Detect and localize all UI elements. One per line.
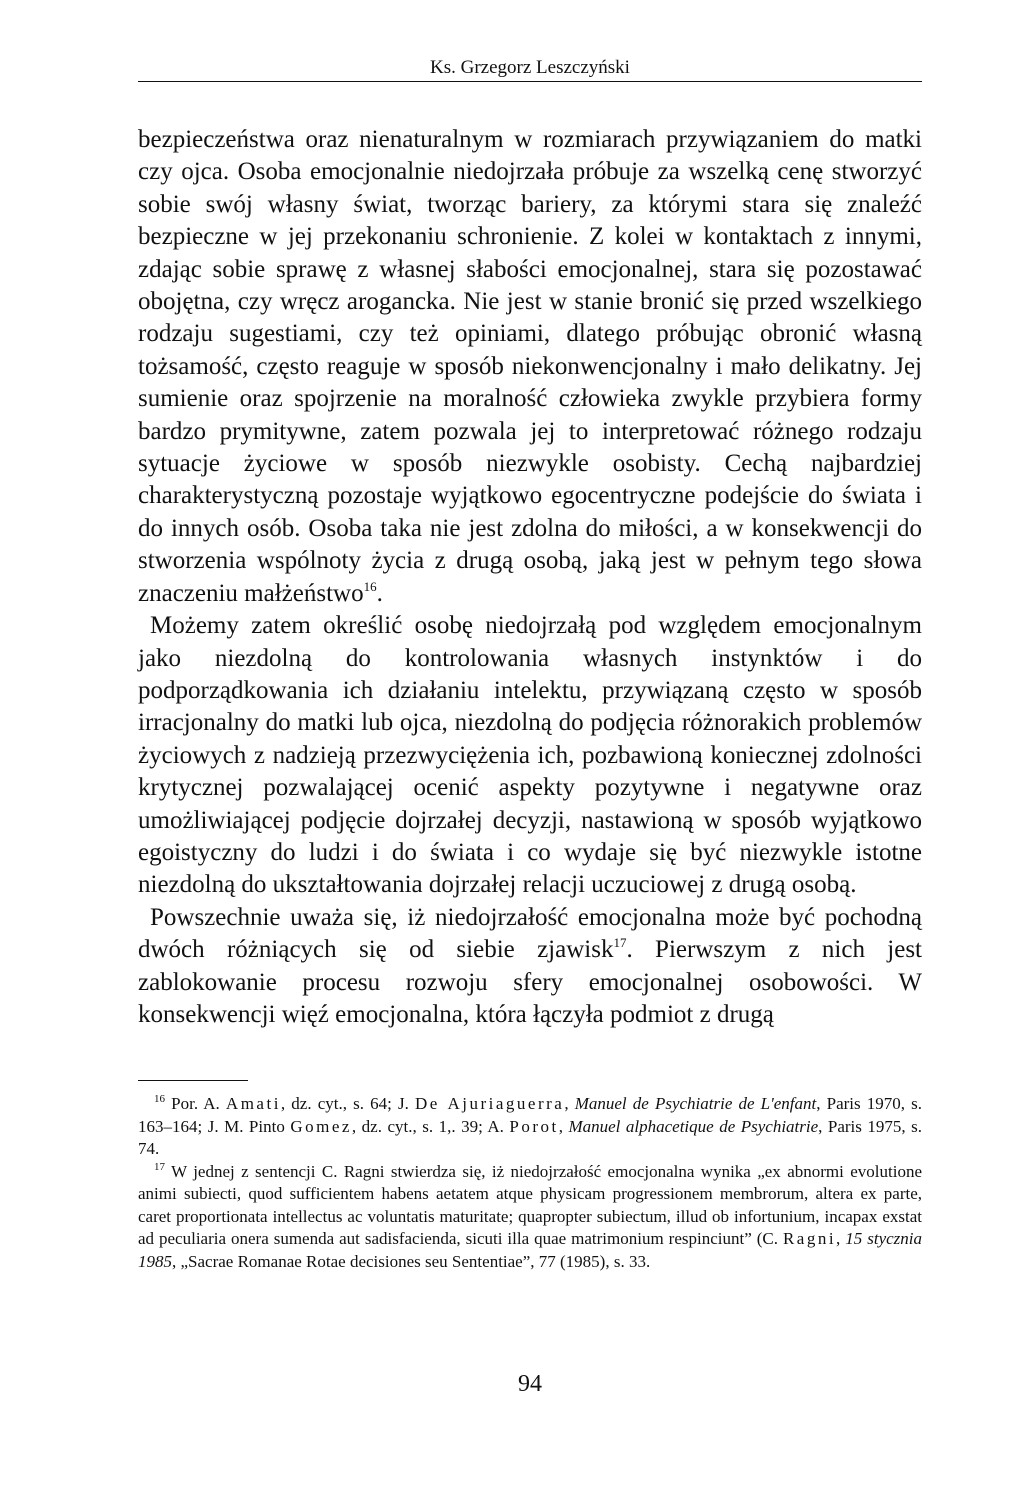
author-de-ajuriaguerra: De Ajuriaguerra [414,1094,565,1113]
author-ragni: Ragni [782,1229,837,1248]
footnotes [138,1093,922,1273]
footnote-16-text: , dz. cyt., s. 64; J. [280,1094,415,1113]
footnote-rule [138,1080,248,1081]
footnote-16-text: , [564,1094,575,1113]
paragraph-1-text: bezpieczeństwa oraz nienaturalnym w rozmiarach przywiązaniem do matki czy ojca. Osoba emocjonalnie niedojrzała próbuje za wszelką cenę stworzyć sobie swój własny świat, tworząc bariery, za którymi stara się znaleźć bezpieczne w jej przekonaniu schronienie. Z kolei w kontaktach z innymi, zdając sobie sprawę z własnej słabości emocjonalnej, stara się pozostawać obojętna, czy wręcz arogancka. Nie jest w stanie bronić się przed wszelkiego rodzaju sugestiami, czy też opiniami, dlatego próbując obronić własną tożsamość, często reaguje w sposób niekonwencjonalny i mało delikatny. Jej sumienie oraz spojrzenie na moralność człowieka zwykle przybiera formy bardzo prymitywne, zatem pozwala jej to interpretować różnego rodzaju sytuacje życiowe w sposób niezwykle osobisty. Cechą najbardziej charakterystyczną pozostaje wyjątkowo egocentryczne podejście do świata i do innych osób. Osoba taka nie jest zdolna do miłości, a w konsekwencji do stworzenia wspólnoty życia z drugą osobą, jaką jest w pełnym tego słowa znaczeniu małżeństwo [138,126,922,607]
main-text [138,124,922,1031]
header-rule [138,81,922,82]
footnote-16-text: , Paris 1970, s. 163–164; J. M. Pinto [138,1094,923,1136]
footnote-ref-17[interactable]: 17 [613,935,627,951]
footnote-16 [138,1093,922,1161]
decision-date: 15 stycznia 1985 [138,1229,922,1271]
footnote-16-number: 16 [154,1093,165,1105]
book-title: Manuel alphacetique de Psychiatrie [568,1116,819,1136]
footnote-16-text: , [558,1116,569,1136]
author-gomez: Gomez [290,1116,352,1136]
footnote-17-text: , [836,1229,846,1248]
footnote-17-text: W jednej z sentencji C. Ragni stwierdza się, iż niedojrzałość emocjonalna wynika „ex abnormi evolutione animi subiecti, quod sufficientem habens aetatem atque physicam progressionem membrorum, altera ex parte, caret proportionata intellectus ac voluntatis maturitate; quapropter subiectum, illud ob infortunium, incapax exstat ad peculiaria onera sumenda aut sadisfacienda, sicuti illa quae matrimonium respinciunt” (C. [138,1161,922,1248]
author-porot: Porot [509,1116,559,1136]
footnote-16-text: Por. A. [171,1094,226,1113]
page-number: 94 [518,1371,542,1397]
paragraph-3 [138,902,922,1032]
running-head: Ks. Grzegorz Leszczyński [430,57,630,78]
footnote-17-text: , „Sacrae Romanae Rotae decisiones seu Sententiae”, 77 (1985), s. 33. [172,1251,651,1271]
paragraph-1 [138,124,922,610]
footnote-16-text: , Paris 1975, s. 74. [138,1116,923,1158]
footnote-17-number: 17 [154,1160,165,1173]
book-title: Manuel de Psychiatrie de L'enfant [574,1094,817,1113]
paragraph-3-text: Powszechnie uważa się, iż niedojrzałość emocjonalna może być pochodną dwóch różniących się od siebie zjawisk [138,903,922,964]
footnote-16-text: , dz. cyt., s. 1,. 39; A. [351,1116,510,1136]
footnote-17 [138,1161,922,1274]
paragraph-1-end: . [376,579,383,607]
paragraph-2: Możemy zatem określić osobę niedojrzałą pod względem emocjonalnym jako niezdolną do kontrolowania własnych instynktów i do podporządkowania ich działaniu intelektu, przywiązaną często w sposób irracjonalny do matki lub ojca, niezdolną do podjęcia różnorakich problemów życiowych z nadzieją przezwyciężenia ich, pozbawioną koniecznej zdolności krytycznej pozwalającej ocenić aspekty pozytywne i negatywne oraz umożliwiającej podjęcie dojrzałej decyzji, nastawioną w sposób wyjątkowo egoistyczny do ludzi i do świata i co wydaje się być niezwykle istotne niezdolną do ukształtowania dojrzałej relacji uczuciowej z drugą osobą. [138,612,922,899]
author-amati: Amati [225,1094,281,1113]
footnote-ref-16[interactable]: 16 [363,578,377,594]
paragraph-3-end: . Pierwszym z nich jest zablokowanie procesu rozwoju sfery emocjonalnej osobowości. W konsekwencji więź emocjonalna, która łączyła podmiot z drugą [138,936,923,1028]
